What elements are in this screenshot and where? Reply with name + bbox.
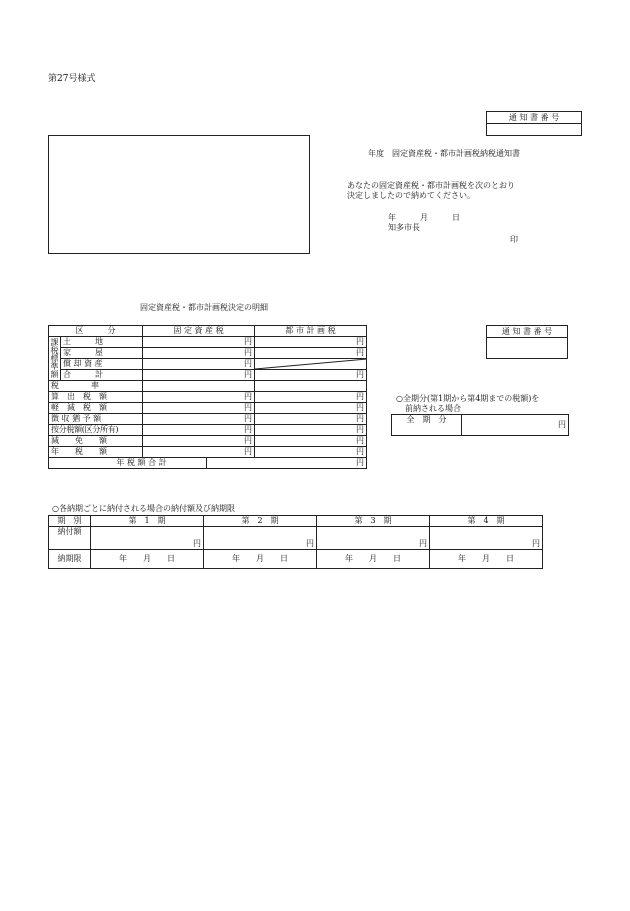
amount-period-1: 円 (91, 527, 204, 550)
assets-city-tax-void (255, 359, 367, 370)
notice-number-label-2: 通 知 書 番 号 (487, 326, 568, 338)
header-property-tax: 固 定 資 産 税 (143, 326, 255, 337)
deferred-city: 円 (255, 414, 367, 425)
period-4: 第 4 期 (430, 516, 543, 527)
total-row-table (48, 457, 367, 469)
due-period-2: 年 月 日 (204, 550, 317, 569)
notice-heading: 年度 固定資産税・都市計画税納税通知書 (368, 149, 520, 158)
reduced-city: 円 (255, 403, 367, 414)
prepay-note-line-1: ○全期分(第1期から第4期までの税額)を (396, 394, 540, 403)
tax-rate-property (143, 381, 255, 392)
total-value: 円 (207, 458, 367, 469)
land-city-tax: 円 (255, 337, 367, 348)
row-depreciable-assets: 償 却 資 産 (61, 359, 143, 370)
prepay-label: 全 期 分 (392, 415, 462, 436)
notice-number-value-2 (487, 338, 568, 359)
due-period-4: 年 月 日 (430, 550, 543, 569)
row-apportioned-tax: 按分税額(区分所有) (49, 425, 143, 436)
notice-number-label: 通 知 書 番 号 (487, 112, 582, 124)
installment-title: ○各納期ごとに納付される場合の納付額及び納期限 (52, 504, 235, 513)
apportioned-property: 円 (143, 425, 255, 436)
tax-base-group-label: 課 税 標 準 額 (50, 337, 59, 379)
row-annual-tax: 年 税 額 (49, 447, 143, 458)
amount-label: 納付額 (49, 527, 91, 550)
subtotal-city-tax: 円 (255, 370, 367, 381)
land-property-tax: 円 (143, 337, 255, 348)
deferred-property: 円 (143, 414, 255, 425)
apportioned-city: 円 (255, 425, 367, 436)
calc-city: 円 (255, 392, 367, 403)
detail-title: 固定資産税・都市計画税決定の明細 (140, 303, 268, 312)
period-2: 第 2 期 (204, 516, 317, 527)
period-1: 第 1 期 (91, 516, 204, 527)
notice-number-box-detail (486, 325, 568, 359)
row-deferred-amount: 徴 収 猶 予 額 (49, 414, 143, 425)
message-line-1: あなたの固定資産税・都市計画税を次のとおり (347, 181, 515, 190)
notice-number-box-top (486, 111, 582, 136)
issuer-name: 知多市長 (388, 223, 420, 232)
amount-period-4: 円 (430, 527, 543, 550)
tax-rate-city (255, 381, 367, 392)
subtotal-property-tax: 円 (143, 370, 255, 381)
amount-period-3: 円 (317, 527, 430, 550)
row-land: 土 地 (61, 337, 143, 348)
prepay-amount: 円 (462, 415, 569, 436)
annual-city: 円 (255, 447, 367, 458)
row-reduced-tax: 軽 減 税 額 (49, 403, 143, 414)
due-period-3: 年 月 日 (317, 550, 430, 569)
period-3: 第 3 期 (317, 516, 430, 527)
tax-detail-table (48, 325, 367, 458)
installment-table (48, 515, 543, 569)
header-category: 区 分 (49, 326, 143, 337)
row-exemption: 減 免 額 (49, 436, 143, 447)
seal-mark: 印 (510, 235, 518, 244)
row-house: 家 屋 (61, 348, 143, 359)
prepay-note-line-2: 前納される場合 (405, 404, 461, 413)
amount-period-2: 円 (204, 527, 317, 550)
assets-property-tax: 円 (143, 359, 255, 370)
issue-date: 年 月 日 (388, 213, 460, 222)
exemption-property: 円 (143, 436, 255, 447)
notice-number-value (487, 124, 582, 136)
calc-property: 円 (143, 392, 255, 403)
annual-property: 円 (143, 447, 255, 458)
header-city-planning-tax: 都 市 計 画 税 (255, 326, 367, 337)
row-tax-rate: 税 率 (49, 381, 143, 392)
message-line-2: 決定しましたので納めてください。 (347, 191, 475, 200)
due-label: 納期限 (49, 550, 91, 569)
prepay-table (391, 414, 569, 436)
total-label: 年 税 額 合 計 (49, 458, 207, 469)
row-calculated-tax: 算 出 税 額 (49, 392, 143, 403)
reduced-property: 円 (143, 403, 255, 414)
exemption-city: 円 (255, 436, 367, 447)
installment-period-header: 期 別 (49, 516, 91, 527)
house-city-tax: 円 (255, 348, 367, 359)
due-period-1: 年 月 日 (91, 550, 204, 569)
row-subtotal: 合 計 (61, 370, 143, 381)
house-property-tax: 円 (143, 348, 255, 359)
form-number: 第27号様式 (48, 74, 96, 84)
address-box (48, 135, 310, 254)
